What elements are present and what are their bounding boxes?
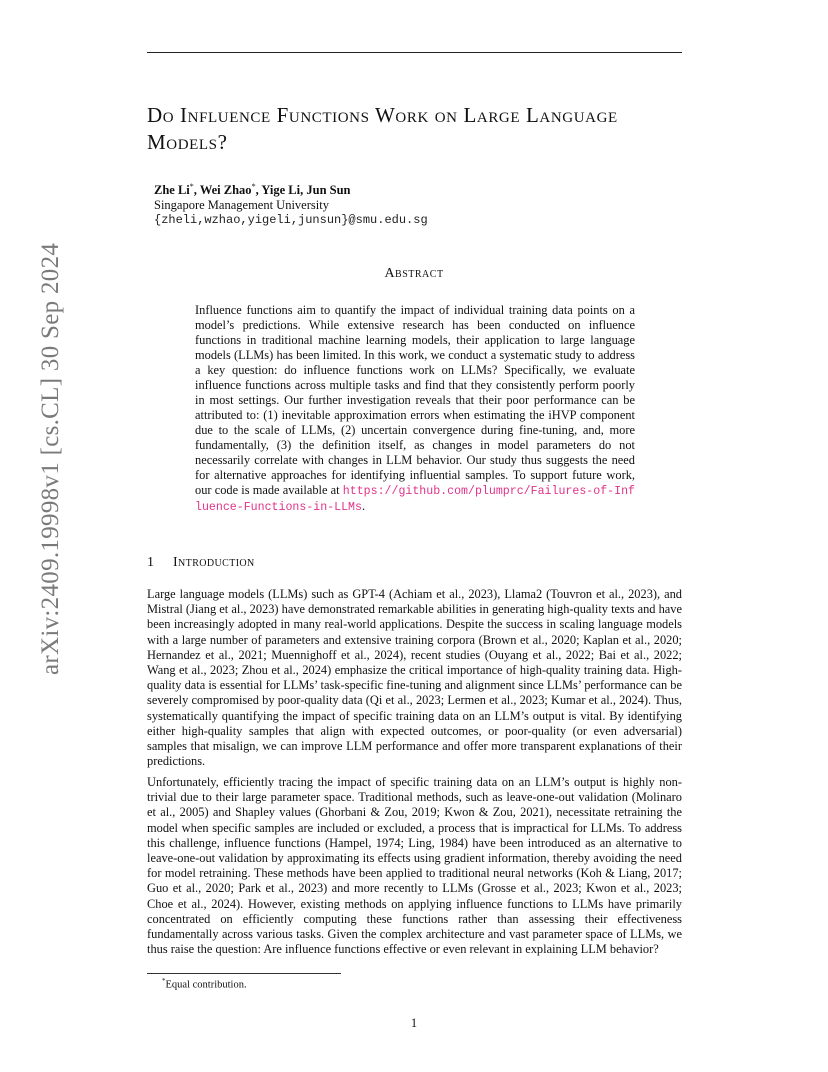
abstract-end: . [361,499,366,513]
footnote-mark: * [162,977,166,985]
author-list [154,182,351,198]
page-number: 1 [410,1016,418,1030]
section-heading-introduction [147,555,255,571]
code-repository-link[interactable]: https://github.com/plumprc/Failures-of-Influence-Functions-in-LLMs [195,485,635,514]
equal-contribution-mark: * [251,182,256,191]
author-emails: {zheli,wzhao,yigeli,junsun}@smu.edu.sg [154,213,428,227]
abstract-heading [0,266,828,282]
footnote-rule [147,973,341,974]
abstract-heading-text: Abstract [384,266,444,281]
author-separator: , [193,183,200,198]
equal-contribution-mark: * [189,182,194,191]
author-name: Wei Zhao [199,183,252,198]
top-rule [147,52,682,53]
intro-paragraph-1: Large language models (LLMs) such as GPT-4 (Achiam et al., 2023), Llama2 (Touvron et al., 2023), and Mistral (Jiang et al., 2023) have demonstrated remarkable abilities in generating high-quality texts and have been increasingly adopted in many real-world applications. Despite the success in scaling language models with a large number of parameters and extensive training corpora (Brown et al., 2020; Kaplan et al., 2020; Hernandez et al., 2021; Muennighoff et al., 2024), recent studies (Ouyang et al., 2022; Bai et al., 2022; Wang et al., 2023; Zhou et al., 2024) emphasize the critical importance of high-quality training data. High-quality data is essential for LLMs’ task-specific fine-tuning and alignment since LLMs’ performance can be severely compromised by poor-quality data (Qi et al., 2023; Lermen et al., 2023; Kumar et al., 2024). Thus, systematically quantifying the impact of specific training data on an LLM’s output is vital. By identifying either high-quality samples that align with expected outcomes, or poor-quality (or even adversarial) samples that misalign, we can improve LLM performance and offer more transparent explanations of their predictions. [147,587,682,769]
abstract-body [195,303,635,515]
footnote-text: Equal contribution. [165,979,247,991]
author-name: Zhe Li [154,183,190,198]
author-names-rest: , Yige Li, Jun Sun [255,183,351,198]
section-title: Introduction [173,555,255,570]
affiliation: Singapore Management University [154,198,329,212]
intro-paragraph-2: Unfortunately, efficiently tracing the impact of specific training data on an LLM’s output is highly non-trivial due to their large parameter space. Traditional methods, such as leave-one-out validation (Molinaro et al., 2005) and Shapley values (Ghorbani & Zou, 2019; Kwon & Zou, 2021), necessitate retraining the model when specific samples are included or excluded, a process that is impractical for LLMs. To address this challenge, influence functions (Hampel, 1974; Ling, 1984) have been introduced as an alternative to leave-one-out validation by approximating its effects using gradient information, thereby avoiding the need for model retraining. These methods have been applied to traditional neural networks (Koh & Liang, 2017; Guo et al., 2020; Park et al., 2023) and more recently to LLMs (Grosse et al., 2023; Kwon et al., 2023; Choe et al., 2024). However, existing methods on applying influence functions to LLMs have primarily concentrated on efficiently computing these functions rather than assessing their effectiveness fundamentally across various tasks. Given the complex architecture and vast parameter space of LLMs, we thus raise the question: Are influence functions effective or even relevant in explaining LLM behavior? [147,775,682,957]
abstract-text: Influence functions aim to quantify the impact of individual training data points on a model’s predictions. While extensive research has been conducted on influence functions in traditional machine learning models, their application to large language models (LLMs) has been limited. In this work, we conduct a systematic study to address a key question: do influence functions work on LLMs? Specifically, we evaluate influence functions across multiple tasks and find that they consistently perform poorly in most settings. Our further investigation reveals that their poor performance can be attributed to: (1) inevitable approximation errors when estimating the iHVP component due to the scale of LLMs, (2) uncertain convergence during fine-tuning, and, more fundamentally, (3) the definition itself, as changes in model parameters do not necessarily correlate with changes in LLM behavior. Our study thus suggests the need for alternative approaches for identifying influential samples. To support future work, our code is made available at [195,303,635,497]
arxiv-side-stamp: arXiv:2409.19998v1 [cs.CL] 30 Sep 2024 [37,242,64,675]
footnote [162,977,247,991]
paper-title-text: Do Influence Functions Work on Large Language Models? [147,103,618,154]
paper-title [147,102,687,156]
section-number: 1 [147,555,155,570]
